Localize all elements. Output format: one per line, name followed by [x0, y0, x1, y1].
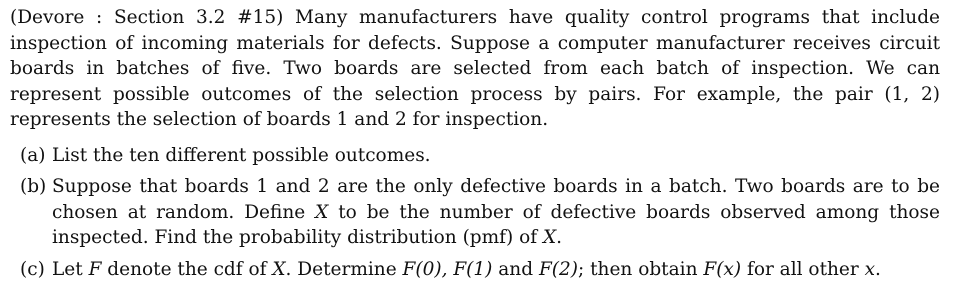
part-c-fx: F(x): [703, 258, 742, 280]
part-c-text-6: for all other: [741, 258, 865, 280]
problem-intro-text: Many manufacturers have quality control programs that include inspection of incoming materials for defects. Suppose a computer manufacturer receives circuit boards in batches of five. Two boards are selected from each batch of inspection. We can represent possible outcomes of the selection process by pairs. For example, the pair (1, 2) represents the selection of boards 1 and 2 for inspection.: [10, 7, 941, 130]
part-b-text-3: .: [556, 227, 563, 248]
part-c-var-x-small: x: [864, 258, 876, 280]
part-c-text-3: . Determine: [285, 258, 403, 280]
part-b: [10, 174, 940, 251]
part-b-text-2: to be the number of defective boards observed among those inspected. Find the probability distribution (pmf) of: [52, 201, 940, 248]
part-c-text-7: .: [875, 258, 881, 280]
problem-parts: [10, 143, 940, 283]
problem-document: [10, 5, 940, 288]
part-c-var-f: F: [88, 258, 102, 280]
part-c-text-2: denote the cdf of: [101, 258, 273, 280]
part-b-text-1: Suppose that boards 1 and 2 are the only defective boards in a batch. Two boards are to be chosen at random. Define: [52, 176, 940, 223]
part-c-f2: F(2): [538, 258, 578, 280]
part-a-marker: (a): [20, 144, 46, 166]
part-c-text-4: and: [492, 258, 539, 280]
part-c-text-1: Let: [52, 258, 89, 280]
part-a-text: List the ten different possible outcomes.: [52, 144, 431, 166]
part-b-marker: (b): [20, 176, 47, 197]
part-b-var-x-end: X: [543, 227, 557, 248]
part-c: [10, 257, 940, 283]
part-c-var-x: X: [272, 258, 286, 280]
part-a: [10, 143, 940, 169]
part-c-text-5: ; then obtain: [578, 258, 704, 280]
problem-intro: [10, 5, 940, 133]
problem-source: (Devore : Section 3.2 #15): [10, 7, 284, 28]
part-c-f0-f1: F(0), F(1): [402, 258, 493, 280]
part-c-marker: (c): [20, 258, 45, 280]
part-b-var-x: X: [315, 201, 329, 223]
